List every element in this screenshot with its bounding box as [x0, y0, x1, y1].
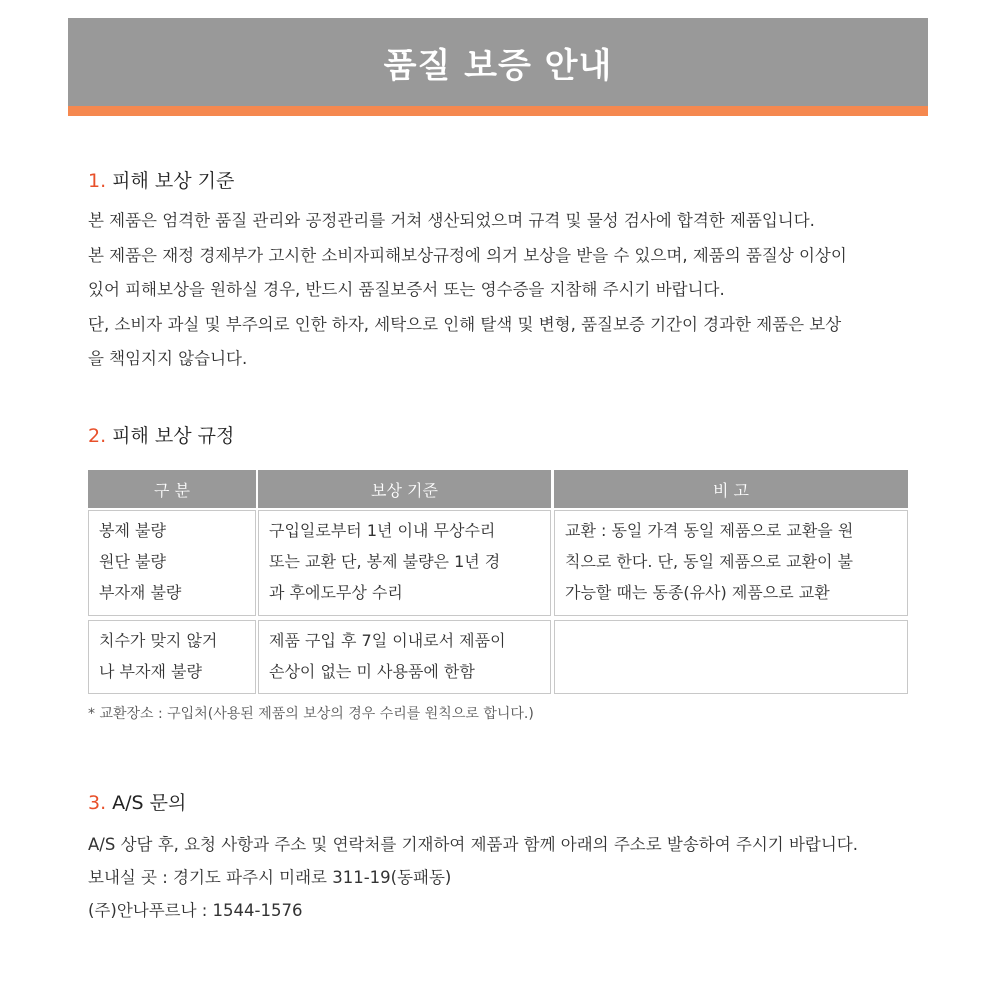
- table-cell-category: [88, 510, 256, 616]
- cell-line: 교환 : 동일 가격 동일 제품으로 교환을 원: [565, 521, 854, 540]
- section-number: 1.: [88, 170, 107, 192]
- cell-line: 나 부자재 불량: [99, 662, 202, 681]
- table-header-category: 구 분: [88, 470, 256, 508]
- section-number: 3.: [88, 792, 107, 814]
- cell-line: 부자재 불량: [99, 583, 182, 602]
- table-header-standard: 보상 기준: [258, 470, 551, 508]
- section-title: 피해 보상 기준: [112, 170, 235, 192]
- table-cell-standard: [258, 510, 551, 616]
- section-heading: [88, 166, 918, 196]
- body-line: 본 제품은 재정 경제부가 고시한 소비자피해보상규정에 의거 보상을 받을 수 있으며, 제품의 품질상 이상이: [88, 245, 847, 265]
- body-line: 단, 소비자 과실 및 부주의로 인한 하자, 세탁으로 인해 탈색 및 변형, 품질보증 기간이 경과한 제품은 보상: [88, 314, 842, 334]
- cell-line: 가능할 때는 동종(유사) 제품으로 교환: [565, 583, 830, 602]
- body-line: 있어 피해보상을 원하실 경우, 반드시 품질보증서 또는 영수증을 지참해 주시기 바랍니다.: [88, 280, 725, 299]
- cell-line: 과 후에도무상 수리: [269, 583, 403, 602]
- banner-accent-stripe: [68, 106, 928, 116]
- cell-line: 제품 구입 후 7일 이내로서 제품이: [269, 631, 506, 650]
- section-heading: [88, 788, 918, 818]
- cell-line: 원단 불량: [99, 552, 166, 571]
- company-phone: (주)안나푸르나 : 1544-1576: [88, 901, 303, 920]
- exchange-location-note: * 교환장소 : 구입처(사용된 제품의 보상의 경우 수리를 원칙으로 합니다.): [88, 706, 534, 722]
- section-body: [88, 204, 918, 377]
- body-line: A/S 상담 후, 요청 사항과 주소 및 연락처를 기재하여 제품과 함께 아래의 주소로 발송하여 주시기 바랍니다.: [88, 835, 858, 854]
- section-damage-compensation-criteria: [88, 166, 918, 377]
- cell-line: 치수가 맞지 않거: [99, 631, 218, 650]
- table-cell-remark: [554, 620, 908, 694]
- section-damage-compensation-rules: [88, 421, 918, 451]
- section-heading: [88, 421, 918, 451]
- table-cell-remark: [554, 510, 908, 616]
- section-number: 2.: [88, 425, 107, 447]
- cell-line: 칙으로 한다. 단, 동일 제품으로 교환이 불: [565, 552, 853, 571]
- body-line: 을 책임지지 않습니다.: [88, 349, 248, 368]
- page-title: 품질 보증 안내: [383, 45, 613, 86]
- cell-line: 봉제 불량: [99, 521, 166, 540]
- table-cell-standard: [258, 620, 551, 694]
- section-as-inquiry: [88, 788, 918, 927]
- title-banner: [68, 18, 928, 106]
- section-title: A/S 문의: [112, 792, 187, 814]
- body-line: 본 제품은 엄격한 품질 관리와 공정관리를 거쳐 생산되었으며 규격 및 물성 검사에 합격한 제품입니다.: [88, 211, 815, 230]
- section-title: 피해 보상 규정: [112, 425, 235, 447]
- shipping-address: 보내실 곳 : 경기도 파주시 미래로 311-19(동패동): [88, 868, 452, 887]
- cell-line: 손상이 없는 미 사용품에 한함: [269, 662, 475, 681]
- section-body: [88, 828, 918, 927]
- cell-line: 또는 교환 단, 봉제 불량은 1년 경: [269, 552, 501, 571]
- table-cell-category: [88, 620, 256, 694]
- table-header-remark: 비 고: [554, 470, 908, 508]
- cell-line: 구입일로부터 1년 이내 무상수리: [269, 521, 496, 540]
